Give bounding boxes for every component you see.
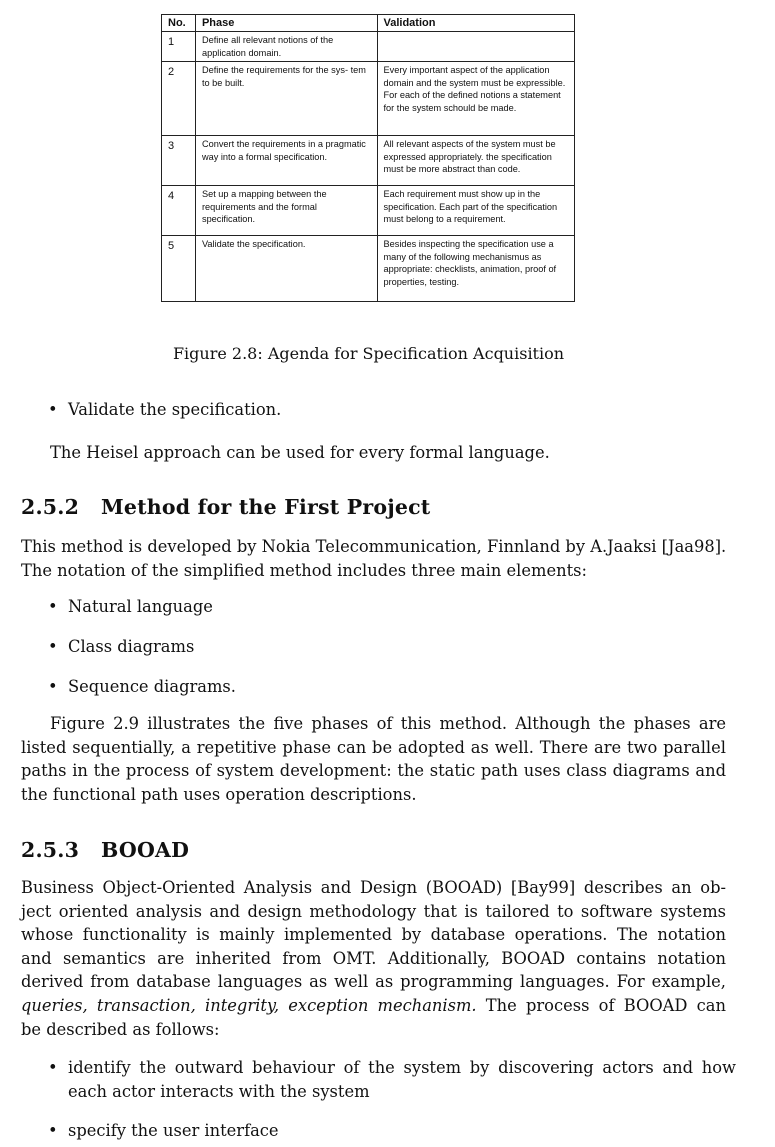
text-line: the functional path uses operation descriptions. — [21, 784, 417, 804]
text-line: whose functionality is mainly implemented by database operations. The notation — [21, 925, 726, 945]
text-line: The notation of the simplified method includes three main elements: — [21, 560, 587, 580]
figure-caption: Figure 2.8: Agenda for Specification Acquisition — [172, 344, 565, 363]
table-row — [162, 32, 575, 62]
phase-cell: Validate the specification. — [195, 236, 377, 302]
phase-cell: Define all relevant notions of the application domain. — [195, 32, 377, 62]
validation-cell — [377, 32, 575, 62]
section-title: Method for the First Project — [101, 495, 431, 519]
table-row — [162, 136, 575, 186]
bullet-icon: • — [48, 597, 58, 616]
section-253-paragraph — [21, 876, 726, 1041]
text-line: ject oriented analysis and design methodology that is tailored to software systems — [21, 901, 726, 921]
bullet-icon: • — [48, 1121, 58, 1140]
text-line: Figure 2.9 illustrates the five phases of this method. Although the phases are — [50, 714, 726, 733]
header-no: No. — [162, 15, 196, 32]
row-number: 5 — [162, 236, 196, 302]
validation-cell: Each requirement must show up in the specification. Each part of the specification must belong to a requirement. — [377, 186, 575, 236]
text-line: each actor interacts with the system — [68, 1081, 370, 1101]
section-252-paragraph — [21, 712, 726, 806]
validation-cell: Every important aspect of the application domain and the system must be expressible. For each of the defined notions a statement for the system schould be made. — [377, 62, 575, 136]
phase-cell: Convert the requirements in a pragmatic way into a formal specification. — [195, 136, 377, 186]
row-number: 1 — [162, 32, 196, 62]
table-row — [162, 62, 575, 136]
text-line: be described as follows: — [21, 1019, 220, 1039]
list-item-text — [68, 1056, 736, 1103]
list-item-text: Validate the specification. — [68, 400, 282, 419]
bullet-icon: • — [48, 400, 58, 419]
table-row — [162, 236, 575, 302]
list-item-text: Sequence diagrams. — [68, 677, 236, 696]
row-number: 2 — [162, 62, 196, 136]
bullet-icon: • — [48, 677, 58, 696]
text-line — [21, 994, 726, 1018]
phase-cell: Set up a mapping between the requirements and the formal specification. — [195, 186, 377, 236]
section-252-intro — [21, 535, 726, 582]
heisel-paragraph: The Heisel approach can be used for every formal language. — [50, 443, 550, 462]
section-number: 2.5.2 — [21, 495, 80, 519]
section-number: 2.5.3 — [21, 838, 80, 862]
validation-cell: Besides inspecting the specification use a many of the following mechanismus as appropriate: checklists, animation, proof of properties, testing. — [377, 236, 575, 302]
validation-cell: All relevant aspects of the system must be expressed appropriately. the specification must be more abstract than code. — [377, 136, 575, 186]
list-item-text: specify the user interface — [68, 1121, 279, 1140]
section-heading-253 — [21, 837, 189, 863]
header-phase: Phase — [195, 15, 377, 32]
specification-agenda-table — [161, 14, 575, 302]
text-line: This method is developed by Nokia Telecommunication, Finnland by A.Jaaksi [Jaa98]. — [21, 537, 727, 556]
phase-cell: Define the requirements for the sys- tem to be built. — [195, 62, 377, 136]
bullet-icon: • — [48, 1058, 58, 1077]
text-line: listed sequentially, a repetitive phase can be adopted as well. There are two parallel — [21, 737, 726, 757]
text-run: The process of BOOAD can — [476, 995, 726, 1015]
list-item-text: Natural language — [68, 597, 213, 616]
table-row — [162, 186, 575, 236]
bullet-icon: • — [48, 637, 58, 656]
italic-terms: queries, transaction, integrity, exception mechanism. — [21, 995, 477, 1015]
section-title: BOOAD — [101, 838, 190, 862]
row-number: 3 — [162, 136, 196, 186]
text-line: paths in the process of system development: the static path uses class diagrams and — [21, 761, 726, 781]
text-line: derived from database languages as well as programming languages. For example, — [21, 972, 726, 992]
header-validation: Validation — [377, 15, 575, 32]
section-heading-252 — [21, 494, 430, 520]
table-header-row — [162, 15, 575, 32]
row-number: 4 — [162, 186, 196, 236]
list-item-text: Class diagrams — [68, 637, 195, 656]
text-line: Business Object-Oriented Analysis and Design (BOOAD) [Bay99] describes an ob- — [21, 878, 726, 897]
text-line: and semantics are inherited from OMT. Additionally, BOOAD contains notation — [21, 948, 726, 968]
text-line: identify the outward behaviour of the system by discovering actors and how — [68, 1058, 736, 1077]
